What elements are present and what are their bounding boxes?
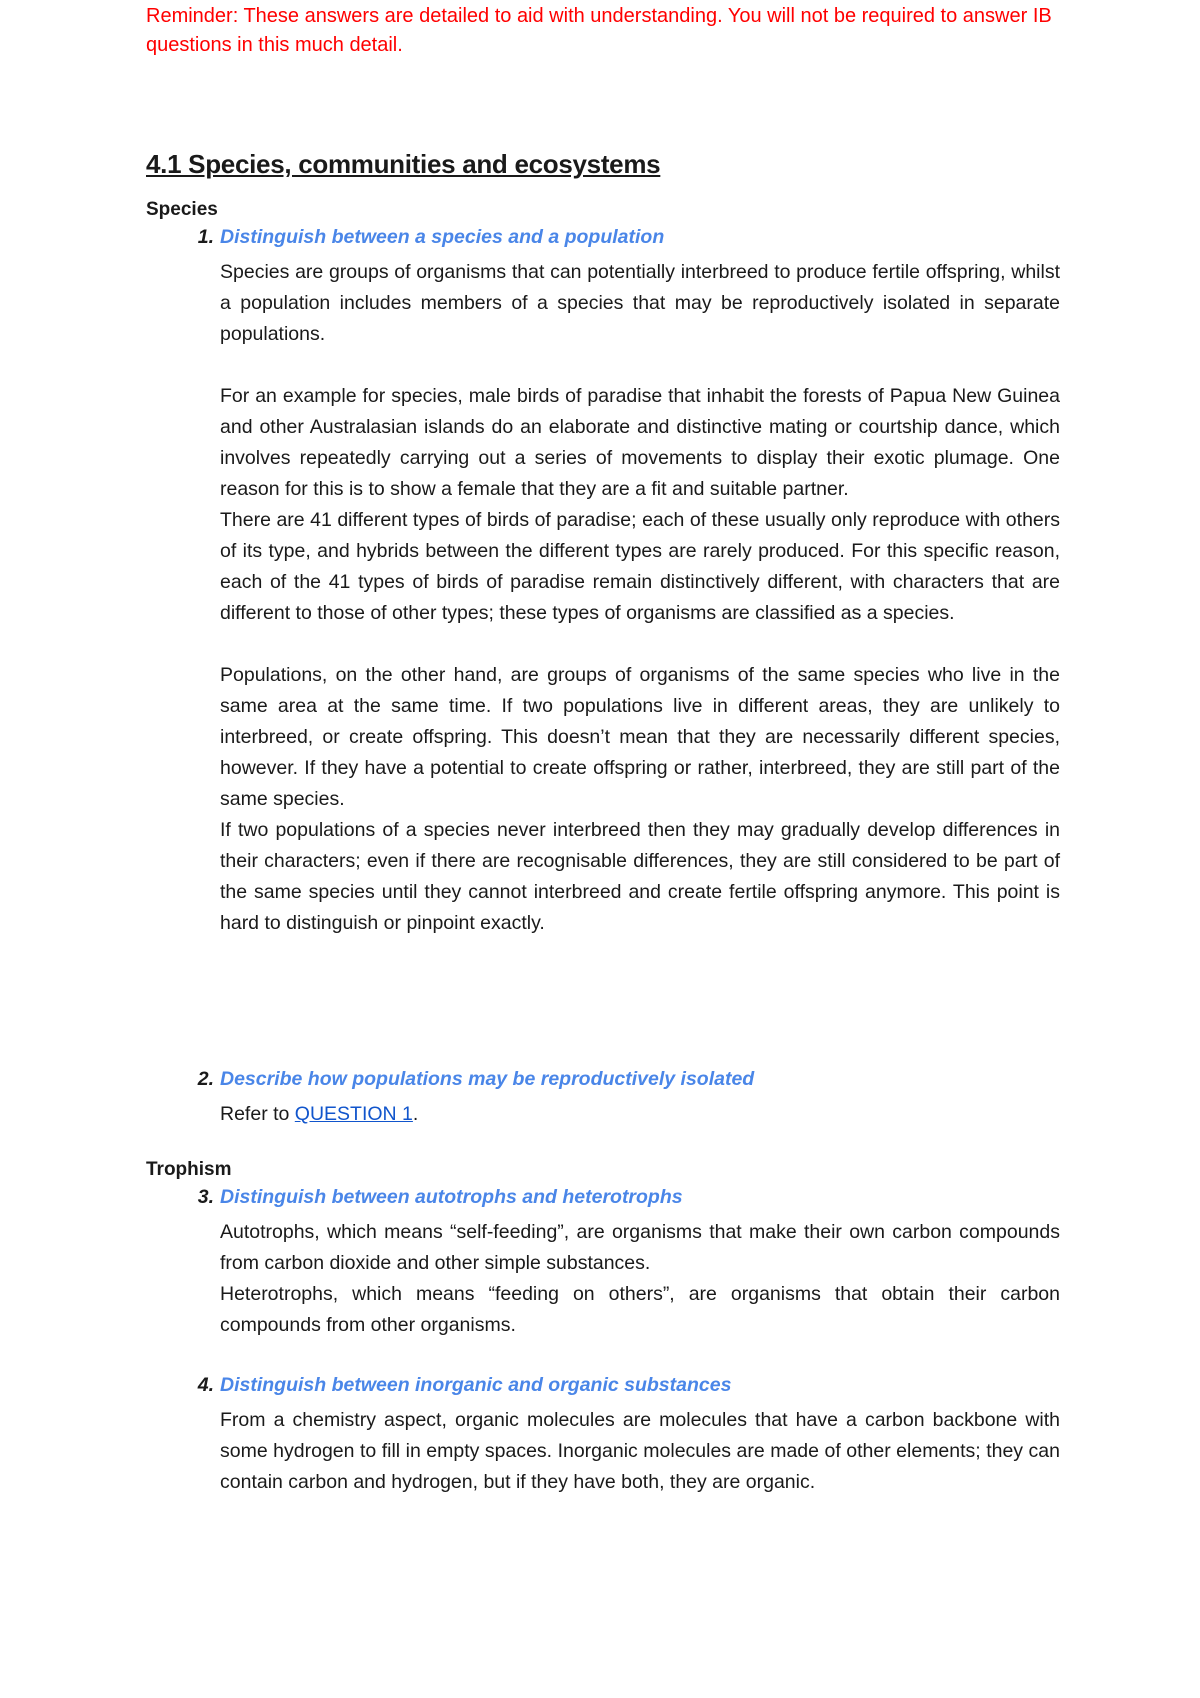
answer-paragraph: Autotrophs, which means “self-feeding”, are organisms that make their own carbon compounds from carbon dioxide and other simple substances. — [220, 1221, 1060, 1274]
section-heading-trophism: Trophism — [146, 1159, 232, 1180]
answer-paragraph: Populations, on the other hand, are groups of organisms of the same species who live in the same area at the same time. If two populations live in different areas, they are unlikely to interbreed, or create offspring. This doesn’t mean that they are necessarily different species, however. If they have a potential to create offspring or rather, interbreed, they are still part of the same species. — [220, 664, 1060, 810]
answer-paragraph: For an example for species, male birds of paradise that inhabit the forests of Papua New Guinea and other Australasian islands do an elaborate and distinctive mating or courtship dance, which involves repeatedly carrying out a series of movements to display their exotic plumage. One reason for this is to show a female that they are a fit and suitable partner. — [220, 385, 1060, 500]
refer-suffix: . — [412, 1103, 419, 1125]
answer-body — [220, 1217, 1060, 1341]
answer-paragraph: Species are groups of organisms that can potentially interbreed to produce fertile offspring, whilst a population includes members of a species that may be reproductively isolated in separate populations. — [220, 261, 1060, 345]
section-heading-species: Species — [146, 199, 218, 220]
question-header — [146, 1068, 1060, 1099]
answer-paragraph: Heterotrophs, which means “feeding on others”, are organisms that obtain their carbon compounds from other organisms. — [220, 1283, 1060, 1336]
reminder-note: Reminder: These answers are detailed to aid with understanding. You will not be required to answer IB questions in this much detail. — [146, 5, 1052, 56]
answer-body — [220, 1405, 1060, 1498]
question-2 — [146, 1068, 1060, 1130]
answer-paragraph: From a chemistry aspect, organic molecules are molecules that have a carbon backbone with some hydrogen to fill in empty spaces. Inorganic molecules are made of other elements; they can contain carbon and hydrogen, but if they have both, they are organic. — [220, 1409, 1060, 1493]
answer-body — [220, 257, 1060, 939]
question-header — [146, 1374, 1060, 1405]
question-1-link[interactable]: QUESTION 1 — [294, 1103, 413, 1125]
question-number: 4. — [197, 1374, 214, 1396]
answer-paragraph: If two populations of a species never interbreed then they may gradually develop differences in their characters; even if there are recognisable differences, they are still considered to be part of the same species until they cannot interbreed and create fertile offspring anymore. This point is hard to distinguish or pinpoint exactly. — [220, 819, 1060, 934]
question-3 — [146, 1186, 1060, 1341]
question-title: Distinguish between inorganic and organic substances — [220, 1374, 732, 1396]
question-title: Describe how populations may be reproductively isolated — [220, 1068, 755, 1090]
page-title: 4.1 Species, communities and ecosystems — [146, 149, 661, 179]
question-header — [146, 1186, 1060, 1217]
question-number: 2. — [197, 1068, 214, 1090]
answer-paragraph — [220, 1099, 1060, 1130]
question-4 — [146, 1374, 1060, 1498]
refer-prefix: Refer to — [220, 1103, 295, 1125]
question-header — [146, 226, 1060, 257]
question-title: Distinguish between a species and a population — [220, 226, 665, 248]
answer-paragraph: There are 41 different types of birds of paradise; each of these usually only reproduce with others of its type, and hybrids between the different types are rarely produced. For this specific reason, each of the 41 types of birds of paradise remain distinctively different, with characters that are different to those of other types; these types of organisms are classified as a species. — [220, 509, 1060, 624]
question-number: 1. — [197, 226, 214, 248]
question-number: 3. — [197, 1186, 214, 1208]
question-1 — [146, 226, 1060, 939]
question-title: Distinguish between autotrophs and heterotrophs — [220, 1186, 683, 1208]
answer-body — [220, 1099, 1060, 1130]
